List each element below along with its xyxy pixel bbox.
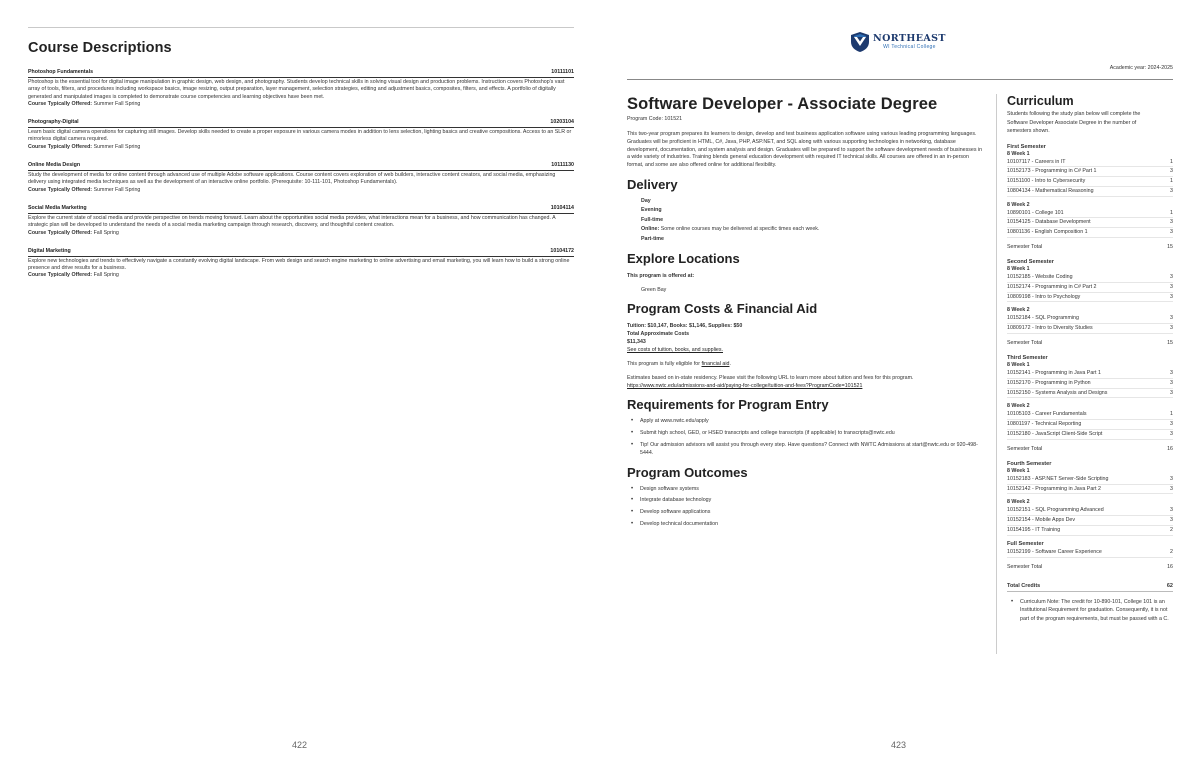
- course-credits: 3: [1170, 315, 1173, 322]
- course-row: [1007, 389, 1173, 399]
- term-block: [1007, 499, 1173, 535]
- offered-label: Course Typically Offered:: [28, 100, 93, 107]
- page-title: Course Descriptions: [28, 40, 172, 56]
- course-header: [28, 162, 574, 171]
- course-code: 10203104: [550, 119, 574, 126]
- requirements-heading: Requirements for Program Entry: [627, 397, 829, 413]
- semester-total-value: 16: [1167, 563, 1173, 570]
- course-row: [1007, 430, 1173, 440]
- list-item: • Develop software applications: [627, 509, 985, 517]
- course-row: [1007, 218, 1173, 228]
- course-row: [1007, 506, 1173, 516]
- term-block: [1007, 403, 1173, 439]
- course-row: [1007, 369, 1173, 379]
- course-description: Photoshop is the essential tool for digital image manipulation in graphic design, web design, and photography. Students develop technical skills in solving visual design and production problems. Instruction covers Photoshop's vast array of tools, filters, and procedures including workspace basics, image resizing, output preparation, layer management, selection strategies, editing and adjustment basics, composites, filters, and effects. A portfolio of digitally generated and manipulated images is completed to demonstrate course competencies and learning objectives have been met.: [28, 79, 565, 100]
- course-title: 10105103 - Career Fundamentals: [1007, 411, 1087, 418]
- term-block: [1007, 468, 1173, 495]
- total-costs-label: Total Approximate Costs: [627, 331, 690, 338]
- course-title: 10152150 - Systems Analysis and Designs: [1007, 389, 1108, 396]
- offered-label: Course Typically Offered:: [28, 186, 93, 193]
- location-item: Green Bay: [641, 287, 667, 294]
- course-title: 10152199 - Software Career Experience: [1007, 548, 1102, 555]
- course-credits: 3: [1170, 421, 1173, 428]
- course-title: 10152142 - Programming in Java Part 2: [1007, 485, 1101, 492]
- list-item: • Integrate database technology: [627, 497, 985, 505]
- course-credits: 1: [1170, 209, 1173, 216]
- semester-total-label: Semester Total: [1007, 563, 1043, 570]
- requirements-list: [627, 418, 985, 457]
- course-credits: 3: [1170, 168, 1173, 175]
- course-name: Online Media Design: [28, 162, 81, 169]
- total-costs-value: $11,343: [627, 339, 646, 346]
- course-title: 10804134 - Mathematical Reasoning: [1007, 187, 1094, 194]
- course-credits: 3: [1170, 389, 1173, 396]
- course-row: [1007, 379, 1173, 389]
- semester-total-value: 15: [1167, 244, 1173, 251]
- semester-total-row: [1007, 243, 1173, 251]
- list-item: • Apply at www.nwtc.edu/apply: [627, 418, 985, 426]
- course-row: [1007, 167, 1173, 177]
- course-row: [1007, 158, 1173, 168]
- college-logo: [850, 31, 946, 53]
- course-title: 10801136 - English Composition 1: [1007, 229, 1088, 236]
- program-main-column: [627, 94, 985, 533]
- term-block: [1007, 541, 1173, 558]
- semester-total-label: Semester Total: [1007, 244, 1043, 251]
- total-credits-value: 62: [1166, 582, 1173, 589]
- course-title: 10801197 - Technical Reporting: [1007, 421, 1082, 428]
- list-item: • Tip! Our admission advisors will assist you through every step. Have questions? Connect with NWTC Admissions at start@nwtc.edu or 920-498-5444.: [627, 442, 985, 458]
- term-block-name: 8 Week 2: [1007, 403, 1030, 410]
- estimate-text: Estimates based on in-state residency. Please visit the following URL to learn more about tuition and fees for this program.: [627, 375, 914, 382]
- course-credits: 2: [1170, 527, 1173, 534]
- course-credits: 3: [1170, 379, 1173, 386]
- course-credits: 3: [1170, 187, 1173, 194]
- semester-section: [1007, 144, 1173, 252]
- logo-name: NORTHEAST: [873, 33, 946, 44]
- offered-label: Course Typically Offered:: [28, 229, 93, 236]
- logo-subtitle: WI Technical College: [883, 44, 936, 50]
- course-credits: 3: [1170, 507, 1173, 514]
- course-offered: [28, 101, 574, 108]
- course-title: 10809172 - Intro to Diversity Studies: [1007, 325, 1093, 332]
- course-row: [1007, 293, 1173, 303]
- term-block-name: 8 Week 2: [1007, 201, 1030, 208]
- course-header: [28, 119, 574, 128]
- course-credits: 1: [1170, 178, 1173, 185]
- course-row: [1007, 209, 1173, 219]
- page-number: 423: [891, 740, 907, 750]
- course-title: 10152180 - JavaScript Client-Side Script: [1007, 431, 1103, 438]
- curriculum-column: [1007, 94, 1173, 623]
- course-row: [1007, 420, 1173, 430]
- course-title: 10152183 - ASP.NET Server-Side Scripting: [1007, 475, 1109, 482]
- course-code: 10104172: [550, 247, 574, 254]
- course-row: [1007, 548, 1173, 558]
- right-page: [600, 0, 1200, 776]
- semester-name: Second Semester: [1007, 259, 1054, 266]
- course-code: 10104114: [550, 204, 574, 211]
- outcomes-heading: Program Outcomes: [627, 464, 748, 480]
- course-header: [28, 248, 574, 257]
- course-name: Photography-Digital: [28, 119, 79, 126]
- delivery-item: Part-time: [641, 235, 664, 242]
- semester-name: Third Semester: [1007, 355, 1048, 362]
- course-row: [1007, 228, 1173, 238]
- delivery-item: Day: [641, 197, 651, 204]
- course-row: [1007, 475, 1173, 485]
- course-title: 10809198 - Intro to Psychology: [1007, 293, 1081, 300]
- course-title: 10151100 - Intro to Cybersecurity: [1007, 178, 1086, 185]
- course-entry: [28, 248, 574, 280]
- course-title: 10154125 - Database Development: [1007, 219, 1091, 226]
- course-credits: 3: [1170, 370, 1173, 377]
- course-description: Explore the current state of social media and provide perspective on trends moving forward. Learn about the opportunities social media provides, what interactions mean for a business, and how communication has changed. A strategic plan will be developed to understand the needs of a social media marketing campaign through research, discovery, and thoughtful content creation.: [28, 214, 556, 229]
- semester-section: [1007, 355, 1173, 453]
- term-block-name: 8 Week 1: [1007, 467, 1030, 474]
- course-offered: [28, 230, 574, 237]
- column-divider: [996, 94, 997, 654]
- tuition-url-link[interactable]: https://www.nwtc.edu/admissions-and-aid/paying-for-college/tuition-and-fees?ProgramCode=101521: [627, 383, 863, 390]
- program-title: Software Developer - Associate Degree: [627, 95, 938, 113]
- course-credits: 2: [1170, 548, 1173, 555]
- course-row: [1007, 314, 1173, 324]
- curriculum-note-text: • Curriculum Note: The credit for 10-890-101, College 101 is an Institutional Requirement for graduation. Consequently, it is not part of the program requirements, but must be passed with a C.: [1007, 598, 1173, 624]
- course-row: [1007, 187, 1173, 197]
- course-credits: 3: [1170, 485, 1173, 492]
- course-offered: [28, 272, 574, 279]
- semester-section: [1007, 259, 1173, 347]
- offered-label: Course Typically Offered:: [28, 143, 93, 150]
- course-credits: 3: [1170, 274, 1173, 281]
- curriculum-heading: Curriculum: [1007, 94, 1074, 108]
- course-credits: 3: [1170, 219, 1173, 226]
- course-entry: [28, 205, 574, 237]
- list-item: • Design software systems: [627, 486, 985, 494]
- course-row: [1007, 485, 1173, 495]
- delivery-item: Evening: [641, 207, 662, 214]
- course-title: 10107117 - Careers in IT: [1007, 158, 1066, 165]
- semester-name: First Semester: [1007, 143, 1046, 150]
- course-row: [1007, 410, 1173, 420]
- course-title: 10152174 - Programming in C# Part 2: [1007, 283, 1097, 290]
- term-block-name: 8 Week 1: [1007, 150, 1030, 157]
- delivery-online-text: Some online courses may be delivered at specific times each week.: [659, 226, 820, 233]
- term-block-name: 8 Week 1: [1007, 362, 1030, 369]
- course-row: [1007, 324, 1173, 334]
- course-title: 10152151 - SQL Programming Advanced: [1007, 507, 1104, 514]
- course-code: 10111130: [551, 162, 574, 169]
- course-credits: 3: [1170, 325, 1173, 332]
- total-credits-row: [1007, 583, 1173, 592]
- list-item: • Develop technical documentation: [627, 521, 985, 529]
- locations-heading: Explore Locations: [627, 251, 740, 267]
- semester-total-value: 16: [1167, 445, 1173, 452]
- course-row: [1007, 273, 1173, 283]
- term-block: [1007, 151, 1173, 197]
- semester-total-row: [1007, 563, 1173, 571]
- course-row: [1007, 283, 1173, 293]
- course-description: Study the development of media for online content through advanced use of multiple Adobe software applications. Course content covers exploration of web builders, interactive content creators, and social media, emphasizing delivery using integrated media techniques as well as the development of an interactive online portfolio. (Prerequisite: 10-111-101, Photoshop Fundamentals).: [28, 172, 556, 186]
- semester-total-row: [1007, 339, 1173, 347]
- semester-section: [1007, 461, 1173, 571]
- course-title: 10890101 - College 101: [1007, 209, 1064, 216]
- course-code: 10111101: [551, 69, 574, 75]
- offered-label: Course Typically Offered:: [28, 272, 93, 279]
- course-row: [1007, 516, 1173, 526]
- course-header: [28, 69, 574, 78]
- semester-total-label: Semester Total: [1007, 340, 1043, 347]
- financial-aid-link[interactable]: financial aid: [701, 361, 730, 368]
- course-offered: [28, 144, 574, 151]
- program-intro: This two-year program prepares its learners to design, develop and test business application software using various leading programming languages. Graduates will be proficient in HTML, C#, Java, PHP, ASP.NET, and SQL along with various supporting technologies in networking, database development, documentation, and system analysis and design. Graduates will be prepared to support the software development needs of businesses in a wide variety of industries. Training blends general education development with required IT technical skills. All courses are offered in an in-person format, and some are also offered online for additional flexibility.: [627, 131, 983, 169]
- course-row: [1007, 177, 1173, 187]
- course-name: Digital Marketing: [28, 247, 71, 254]
- course-credits: 3: [1170, 475, 1173, 482]
- semester-name: Fourth Semester: [1007, 460, 1052, 467]
- term-block-name: 8 Week 2: [1007, 307, 1030, 314]
- semester-list: [1007, 144, 1173, 571]
- financial-aid-line: This program is fully eligible for financial aid.: [627, 361, 731, 368]
- term-block: [1007, 307, 1173, 334]
- see-costs-link[interactable]: See costs of tuition, books, and supplies.: [627, 347, 723, 354]
- course-entry: [28, 69, 574, 108]
- costs-heading: Program Costs & Financial Aid: [627, 301, 818, 317]
- course-credits: 3: [1170, 283, 1173, 290]
- term-block: [1007, 266, 1173, 302]
- program-code: Program Code: 101521: [627, 116, 683, 122]
- course-title: 10152173 - Programming in C# Part 1: [1007, 168, 1097, 175]
- course-title: 10152141 - Programming in Java Part 1: [1007, 370, 1101, 377]
- top-divider: [28, 27, 574, 28]
- academic-year: Academic year: 2024-2025: [1109, 65, 1173, 71]
- offered-terms: Summer Fall Spring: [93, 143, 141, 150]
- course-credits: 3: [1170, 517, 1173, 524]
- term-block-name: Full Semester: [1007, 540, 1044, 547]
- course-title: 10152185 - Website Coding: [1007, 274, 1073, 281]
- offered-terms: Summer Fall Spring: [93, 100, 141, 107]
- course-header: [28, 205, 574, 214]
- course-entry: [28, 162, 574, 194]
- course-title: 10152154 - Mobile Apps Dev: [1007, 517, 1076, 524]
- curriculum-intro: Students following the study plan below will complete the Software Developer Associate Degree in the number of semesters shown.: [1007, 111, 1141, 134]
- course-entry: [28, 119, 574, 151]
- delivery-online-label: Online:: [641, 226, 660, 233]
- course-credits: 3: [1170, 229, 1173, 236]
- offered-terms: Fall Spring: [93, 272, 119, 279]
- course-credits: 1: [1170, 158, 1173, 165]
- course-name: Photoshop Fundamentals: [28, 69, 94, 75]
- shield-logo-icon: [850, 31, 870, 53]
- term-block-name: 8 Week 1: [1007, 266, 1030, 273]
- delivery-list: [627, 197, 985, 245]
- term-block: [1007, 202, 1173, 238]
- header-divider: [627, 79, 1173, 80]
- offered-terms: Fall Spring: [93, 229, 119, 236]
- semester-total-row: [1007, 445, 1173, 453]
- term-block-name: 8 Week 2: [1007, 499, 1030, 506]
- offered-terms: Summer Fall Spring: [93, 186, 141, 193]
- course-offered: [28, 187, 574, 194]
- course-credits: 3: [1170, 293, 1173, 300]
- course-name: Social Media Marketing: [28, 204, 87, 211]
- list-item: • Submit high school, GED, or HSED transcripts and college transcripts (if applicable) to transcripts@nwtc.edu: [627, 430, 985, 438]
- course-row: [1007, 526, 1173, 536]
- course-credits: 1: [1170, 411, 1173, 418]
- page-number: 422: [292, 740, 308, 750]
- course-title: 10154195 - IT Training: [1007, 527, 1061, 534]
- course-title: 10152170 - Programming in Python: [1007, 379, 1091, 386]
- delivery-heading: Delivery: [627, 176, 678, 192]
- course-description: Explore new technologies and trends to effectively navigate a constantly evolving digital landscape. From web design and search engine marketing to online advertising and email marketing, you will learn how to build a strong online presence and drive results for a business.: [28, 257, 570, 272]
- semester-total-value: 15: [1167, 340, 1173, 347]
- tuition-line: Tuition: $10,147, Books: $1,146, Supplies: $50: [627, 323, 743, 330]
- course-credits: 3: [1170, 431, 1173, 438]
- offered-at-label: This program is offered at:: [627, 273, 695, 280]
- total-credits-label: Total Credits: [1007, 582, 1041, 589]
- delivery-item: Full-time: [641, 216, 664, 223]
- semester-total-label: Semester Total: [1007, 445, 1043, 452]
- term-block: [1007, 362, 1173, 398]
- course-list: [28, 69, 574, 291]
- course-title: 10152184 - SQL Programming: [1007, 315, 1079, 322]
- outcomes-list: [627, 486, 985, 529]
- curriculum-note: [1007, 598, 1173, 624]
- course-description: Learn basic digital camera operations for capturing still images. Develop skills needed to create a proper exposure in various camera modes in addition to lens selection, lighting basics and creative compositions. Access to an SLR or mirrorless digital camera required.: [28, 129, 572, 143]
